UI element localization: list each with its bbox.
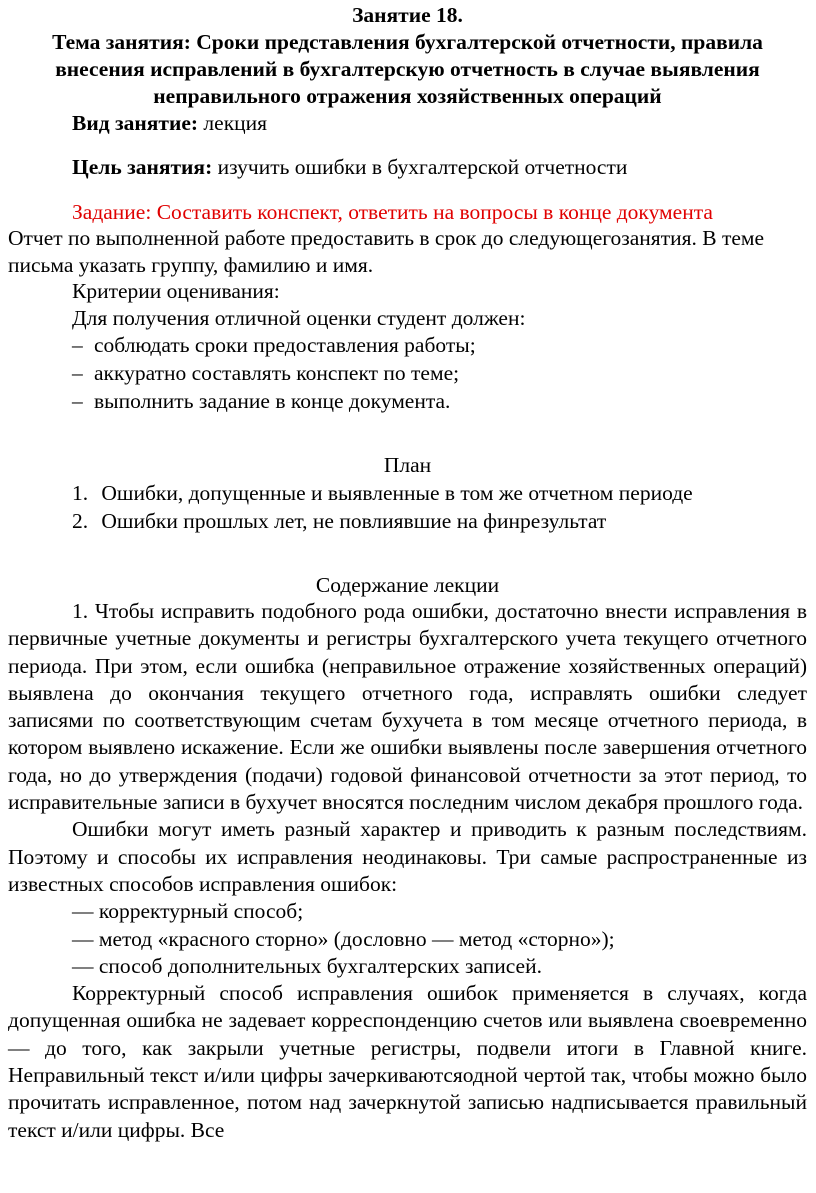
criteria-item-text: аккуратно составлять конспект по теме; xyxy=(94,361,460,385)
content-paragraph-2: Ошибки могут иметь разный характер и приводить к разным последствиям. Поэтому и способы их исправления неодинаковы. Три самые распространенные из известных способов исправления ошибок: xyxy=(8,817,807,896)
list-item: — способ дополнительных бухгалтерских записей. xyxy=(72,953,542,978)
topic-text: Сроки представления бухгалтерской отчетности, правила внесения исправлений в бухгалтерскую отчетность в случае выявления неправильного отражения хозяйственных операций xyxy=(55,29,763,108)
lesson-type xyxy=(8,110,807,137)
list-item: — метод «красного сторно» (дословно — метод «сторно»); xyxy=(72,926,615,951)
task-text: Задание: Составить конспект, ответить на вопросы в конце документа xyxy=(72,199,713,224)
lesson-number: Занятие 18. xyxy=(352,3,463,27)
list-item xyxy=(8,359,807,387)
criteria-item-text: соблюдать сроки предоставления работы; xyxy=(94,333,476,357)
list-item xyxy=(8,479,807,507)
list-item: — корректурный способ; xyxy=(72,899,304,924)
list-item xyxy=(8,387,807,415)
dash-bullet: – xyxy=(72,333,83,357)
report-instructions: Отчет по выполненной работе предоставить в срок до следующегозанятия. В теме письма указать группу, фамилию и имя. xyxy=(8,226,765,277)
lesson-goal xyxy=(8,154,807,181)
dash-bullet: – xyxy=(72,389,83,413)
dash-bullet: – xyxy=(72,361,83,385)
topic-label: Тема занятия: xyxy=(52,29,191,54)
criteria-intro: Для получения отличной оценки студент должен: xyxy=(72,305,526,330)
content-title: Содержание лекции xyxy=(315,572,500,597)
content-paragraph-3: Корректурный способ исправления ошибок применяется в случаях, когда допущенная ошибка не задевает корреспонденцию счетов или выявлена своевременно — до того, как закрыли учетные регистры, подвели итоги в Главной книге. Неправильный текст и/или цифры зачеркиваютсяодной чертой так, чтобы можно было прочитать исправленное, потом над зачеркнутой записью надписывается правильный текст и/или цифры. Все xyxy=(8,981,807,1142)
lesson-goal-value: изучить ошибки в бухгалтерской отчетности xyxy=(217,155,628,179)
plan-list xyxy=(8,479,807,535)
plan-item-text: Ошибки прошлых лет, не повлиявшие на финрезультат xyxy=(101,508,607,533)
content-paragraph-1: 1. Чтобы исправить подобного рода ошибки, достаточно внести исправления в первичные учетные документы и регистры бухгалтерского учета текущего отчетного периода. При этом, если ошибка (неправильное отражение хозяйственных операций) выявлена до окончания текущего отчетного года, исправлять ошибки следует записями по соответствующим счетам бухучета в том месяце отчетного периода, в котором выявлено искажение. Если же ошибки выявлены после завершения отчетного года, но до утверждения (подачи) годовой финансовой отчетности за этот период, то исправительные записи в бухучет вносятся последним числом декабря прошлого года. xyxy=(8,599,807,815)
list-item xyxy=(8,331,807,359)
list-item xyxy=(8,507,807,535)
plan-item-number: 1. xyxy=(72,480,89,505)
criteria-label: Критерии оценивания: xyxy=(72,279,280,303)
plan-item-number: 2. xyxy=(72,508,89,533)
lesson-goal-label: Цель занятия: xyxy=(72,155,213,179)
methods-list xyxy=(8,898,807,980)
plan-item-text: Ошибки, допущенные и выявленные в том же отчетном периоде xyxy=(101,480,693,505)
criteria-item-text: выполнить задание в конце документа. xyxy=(94,389,451,413)
lesson-type-value: лекция xyxy=(203,110,268,135)
topic-heading xyxy=(8,29,807,110)
lesson-type-label: Вид занятие: xyxy=(72,110,199,135)
plan-title: План xyxy=(383,453,432,477)
criteria-list xyxy=(8,331,807,415)
